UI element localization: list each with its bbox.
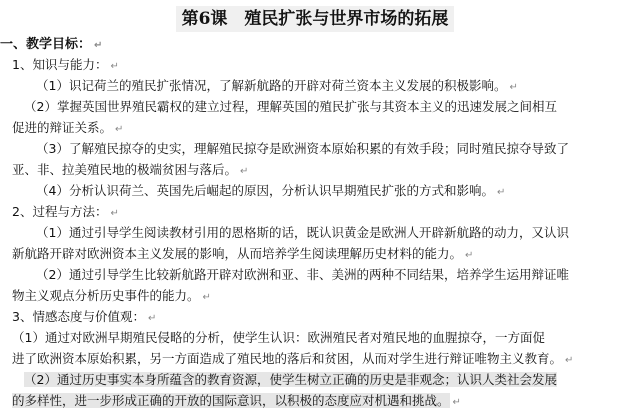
paragraph-mark-icon: ↵ bbox=[452, 397, 461, 408]
line-text: 新航路开辟对欧洲资本主义发展的影响，从而培养学生阅读理解历史材料的能力。 bbox=[12, 246, 463, 261]
line-text: 的多样性，进一步形成正确的开放的国际意识，以积极的态度应对机遇和挑战。 bbox=[12, 393, 450, 408]
line-text: 亚、非、拉美殖民地的极端贫困与落后。 bbox=[12, 162, 238, 177]
method-item-1-line-1 bbox=[0, 223, 630, 243]
method-item-1-line-2 bbox=[0, 244, 630, 264]
line-text: 物主义观点分析历史事件的能力。 bbox=[12, 288, 200, 303]
line-text: 3、情感态度与价值观： bbox=[12, 309, 145, 324]
values-item-2-line-2 bbox=[0, 391, 630, 409]
line-text: （4）分析认识荷兰、英国先后崛起的原因，分析认识早期殖民扩张的方式和影响。 bbox=[36, 183, 494, 198]
values-item-1-line-1 bbox=[0, 328, 630, 348]
line-text: 2、过程与方法： bbox=[12, 204, 108, 219]
line-text: 进了欧洲资本原始积累，另一方面造成了殖民地的落后和贫困，从而对学生进行辩证唯物主义教育。 bbox=[12, 351, 563, 366]
paragraph-mark-icon: ↵ bbox=[465, 250, 474, 261]
line-text: （1）通过引导学生阅读教材引用的恩格斯的话，既认识黄金是欧洲人开辟新航路的动力，又认识 bbox=[36, 225, 569, 240]
subheading-knowledge-ability bbox=[0, 55, 630, 75]
line-text: （3）了解殖民掠夺的史实，理解殖民掠夺是欧洲资本原始积累的有效手段；同时殖民掠夺导致了 bbox=[36, 141, 569, 156]
line-text: （2）掌握英国世界殖民霸权的建立过程，理解英国的殖民扩张与其资本主义的迅速发展之间相互 bbox=[24, 99, 557, 114]
paragraph-mark-icon: ↵ bbox=[94, 40, 103, 51]
paragraph-mark-icon: ↵ bbox=[496, 187, 506, 198]
paragraph-mark-icon: ↵ bbox=[240, 166, 249, 177]
values-item-1-line-2 bbox=[0, 349, 630, 369]
values-item-2-line-1 bbox=[0, 370, 630, 390]
knowledge-item-4 bbox=[0, 181, 630, 201]
line-text: （1）通过对欧洲早期殖民侵略的分析，使学生认识：欧洲殖民者对殖民地的血腥掠夺，一方面促 bbox=[12, 330, 545, 345]
document-title: 第6课 殖民扩张与世界市场的拓展 bbox=[176, 6, 455, 32]
title-container bbox=[0, 6, 630, 32]
paragraph-mark-icon: ↵ bbox=[110, 61, 119, 72]
subheading-attitude-values bbox=[0, 307, 630, 327]
subheading-process-method bbox=[0, 202, 630, 222]
paragraph-mark-icon: ↵ bbox=[147, 313, 157, 324]
line-text: （1）识记荷兰的殖民扩张情况，了解新航路的开辟对荷兰资本主义发展的积极影响。 bbox=[36, 78, 507, 93]
line-text: （2）通过引导学生比较新航路开辟对欧洲和亚、非、美洲的两种不同结果，培养学生运用辩证唯 bbox=[36, 267, 569, 282]
paragraph-mark-icon: ↵ bbox=[565, 355, 574, 366]
paragraph-mark-icon: ↵ bbox=[110, 208, 119, 219]
knowledge-item-3-line-2 bbox=[0, 160, 630, 180]
method-item-2-line-1 bbox=[0, 265, 630, 285]
knowledge-item-3-line-1 bbox=[0, 139, 630, 159]
knowledge-item-2-line-1 bbox=[0, 97, 630, 117]
knowledge-item-1 bbox=[0, 76, 630, 96]
paragraph-mark-icon: ↵ bbox=[509, 82, 518, 93]
line-text: 促进的辩证关系。 bbox=[12, 120, 113, 135]
line-text: 一、教学目标： bbox=[0, 37, 92, 52]
method-item-2-line-2 bbox=[0, 286, 630, 306]
knowledge-item-2-line-2 bbox=[0, 118, 630, 138]
paragraph-mark-icon: ↵ bbox=[115, 124, 124, 135]
paragraph-mark-icon: ↵ bbox=[202, 292, 211, 303]
line-text: （2）通过历史事实本身所蕴含的教育资源，使学生树立正确的历史是非观念；认识人类社会发展 bbox=[24, 372, 557, 387]
section-heading-teaching-goals bbox=[0, 35, 630, 55]
line-text: 1、知识与能力： bbox=[12, 57, 108, 72]
